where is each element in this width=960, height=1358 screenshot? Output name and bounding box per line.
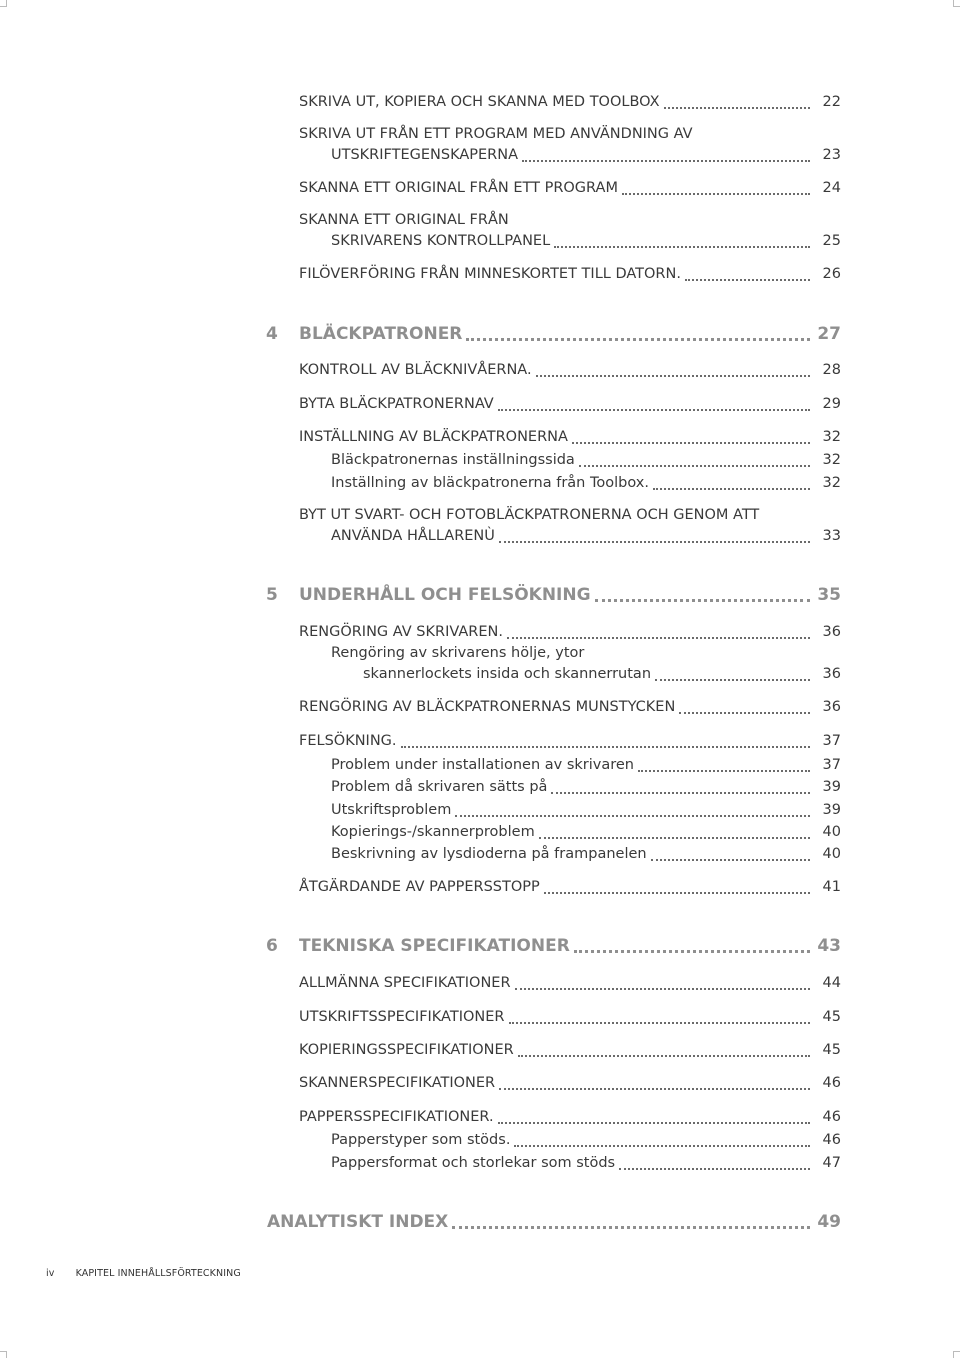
toc-entry-row[interactable] <box>0 390 960 414</box>
page-number-ref: 23 <box>822 147 841 163</box>
page-number-ref: 32 <box>822 452 841 468</box>
chapter-number: 4 <box>266 324 278 344</box>
toc-entry-first-line: SKRIVA UT FRÅN ETT PROGRAM MED ANVÄNDNING AV <box>299 126 693 142</box>
toc-entry-title: INSTÄLLNING AV BLÄCKPATRONERNA <box>299 429 568 445</box>
toc-entry-title: Problem under installationen av skrivaren <box>331 757 634 773</box>
dot-leader <box>455 815 810 817</box>
page-number: iv <box>46 1268 55 1279</box>
dot-leader <box>572 442 810 444</box>
page-number-ref: 49 <box>817 1212 841 1232</box>
toc-entry-row[interactable] <box>0 618 960 642</box>
toc-entry-title: FELSÖKNING. <box>299 733 397 749</box>
page-number-ref: 36 <box>822 666 841 682</box>
dot-leader <box>536 375 810 377</box>
dot-leader <box>452 1226 810 1229</box>
page-footer <box>46 1268 241 1279</box>
page-number-ref: 40 <box>822 846 841 862</box>
chapter-title: UNDERHÅLL OCH FELSÖKNING <box>299 585 591 605</box>
toc-entry-row[interactable] <box>0 773 960 797</box>
dot-leader <box>518 1055 810 1057</box>
toc-entry-row[interactable] <box>0 751 960 775</box>
page-number-ref: 32 <box>822 475 841 491</box>
toc-chapter-row[interactable] <box>0 582 960 606</box>
toc-entry-row[interactable] <box>0 1103 960 1127</box>
page-number-ref: 47 <box>822 1155 841 1171</box>
page-number-ref: 46 <box>822 1109 841 1125</box>
toc-entry-title: Inställning av bläckpatronerna från Toolbox. <box>331 475 649 491</box>
toc-entry-title: UTSKRIFTSSPECIFIKATIONER <box>299 1009 505 1025</box>
toc-entry-title: Papperstyper som stöds. <box>331 1132 511 1148</box>
crop-mark-bottom-right <box>953 1351 960 1358</box>
toc-entry-title: Utskriftsproblem <box>331 802 452 818</box>
page-number-ref: 46 <box>822 1075 841 1091</box>
page-number-ref: 32 <box>822 429 841 445</box>
page-number-ref: 22 <box>822 94 841 110</box>
toc-entry-title: Bläckpatronernas inställningssida <box>331 452 575 468</box>
toc-entry-title: Pappersformat och storlekar som stöds <box>331 1155 616 1171</box>
toc-entry-row[interactable] <box>0 141 960 165</box>
dot-leader <box>622 193 810 195</box>
toc-entry-title: skannerlockets insida och skannerrutan <box>363 666 652 682</box>
dot-leader <box>514 1145 810 1147</box>
dot-leader <box>401 746 810 748</box>
dot-leader <box>515 988 810 990</box>
dot-leader <box>653 488 810 490</box>
toc-entry-title: BYTA BLÄCKPATRONERNAV <box>299 396 494 412</box>
toc-entry-row[interactable] <box>0 840 960 864</box>
toc-entry-row[interactable] <box>0 1126 960 1150</box>
toc-entry-title: SKANNERSPECIFIKATIONER <box>299 1075 496 1091</box>
dot-leader <box>498 409 810 411</box>
page-number-ref: 44 <box>822 975 841 991</box>
page-number-ref: 24 <box>822 180 841 196</box>
dot-leader <box>574 950 810 953</box>
toc-entry-row[interactable] <box>0 469 960 493</box>
toc-entry-row[interactable] <box>0 356 960 380</box>
page-number-ref: 36 <box>822 624 841 640</box>
page-number-ref: 39 <box>822 779 841 795</box>
toc-entry-row[interactable] <box>0 446 960 470</box>
toc-entry-row[interactable] <box>0 1069 960 1093</box>
dot-leader <box>685 279 810 281</box>
dot-leader <box>507 637 810 639</box>
dot-leader <box>651 859 810 861</box>
toc-entry-row[interactable] <box>0 174 960 198</box>
chapter-number: 5 <box>266 585 278 605</box>
toc-entry-row[interactable] <box>0 1036 960 1060</box>
toc-entry-title: ALLMÄNNA SPECIFIKATIONER <box>299 975 511 991</box>
dot-leader <box>595 599 810 602</box>
toc-entry-row[interactable] <box>0 727 960 751</box>
chapter-title: ANALYTISKT INDEX <box>267 1212 449 1232</box>
dot-leader <box>544 892 810 894</box>
page-number-ref: 25 <box>822 233 841 249</box>
toc-entry-first-line: BYT UT SVART- OCH FOTOBLÄCKPATRONERNA OCH GENOM ATT <box>299 507 760 523</box>
toc-entry-row[interactable] <box>0 969 960 993</box>
toc-entry-title: FILÖVERFÖRING FRÅN MINNESKORTET TILL DATORN. <box>299 266 681 282</box>
page-number-ref: 27 <box>817 324 841 344</box>
toc-entry-row[interactable] <box>0 796 960 820</box>
toc-entry-title: PAPPERSSPECIFIKATIONER. <box>299 1109 494 1125</box>
page-number-ref: 37 <box>822 733 841 749</box>
toc-entry-title: Beskrivning av lysdioderna på frampanelen <box>331 846 647 862</box>
chapter-number: 6 <box>266 936 278 956</box>
page-number-ref: 37 <box>822 757 841 773</box>
dot-leader <box>655 679 810 681</box>
dot-leader <box>466 338 810 341</box>
page-number-ref: 46 <box>822 1132 841 1148</box>
toc-entry-row[interactable] <box>0 260 960 284</box>
dot-leader <box>539 837 810 839</box>
chapter-title: TEKNISKA SPECIFIKATIONER <box>299 936 570 956</box>
dot-leader <box>522 160 810 162</box>
toc-chapter-row[interactable] <box>0 321 960 345</box>
toc-entry-title: RENGÖRING AV SKRIVAREN. <box>299 624 503 640</box>
chapter-title: BLÄCKPATRONER <box>299 324 463 344</box>
toc-entry-row[interactable] <box>0 873 960 897</box>
dot-leader <box>638 770 810 772</box>
page-number-ref: 45 <box>822 1009 841 1025</box>
toc-entry-title: Problem då skrivaren sätts på <box>331 779 548 795</box>
toc-entry-row[interactable] <box>0 423 960 447</box>
page-number-ref: 36 <box>822 699 841 715</box>
toc-entry-row[interactable] <box>0 88 960 112</box>
toc-entry-title: RENGÖRING AV BLÄCKPATRONERNAS MUNSTYCKEN <box>299 699 676 715</box>
toc-entry-title: ÅTGÄRDANDE AV PAPPERSSTOPP <box>299 879 540 895</box>
crop-mark-bottom-left <box>0 1351 7 1358</box>
toc-entry-row[interactable] <box>0 227 960 251</box>
dot-leader <box>579 465 810 467</box>
toc-entry-title: ANVÄNDA HÅLLARENÙ <box>331 528 495 544</box>
toc-entry-title: SKRIVA UT, KOPIERA OCH SKANNA MED TOOLBOX <box>299 94 660 110</box>
page-number-ref: 29 <box>822 396 841 412</box>
dot-leader <box>664 107 810 109</box>
page-number-ref: 39 <box>822 802 841 818</box>
dot-leader <box>619 1168 810 1170</box>
dot-leader <box>554 246 810 248</box>
toc-entry-first-line: Rengöring av skrivarens hölje, ytor <box>331 645 585 661</box>
toc-chapter-row[interactable] <box>0 933 960 957</box>
page-number-ref: 45 <box>822 1042 841 1058</box>
page-number-ref: 33 <box>822 528 841 544</box>
toc-entry-row[interactable] <box>0 1003 960 1027</box>
footer-section-title: KAPITEL INNEHÅLLSFÖRTECKNING <box>75 1268 241 1279</box>
page-number-ref: 40 <box>822 824 841 840</box>
dot-leader <box>499 541 810 543</box>
dot-leader <box>551 792 810 794</box>
dot-leader <box>498 1122 810 1124</box>
dot-leader <box>499 1088 810 1090</box>
page-number-ref: 28 <box>822 362 841 378</box>
toc-entry-row[interactable] <box>0 522 960 546</box>
page-number-ref: 26 <box>822 266 841 282</box>
toc-entry-title: SKRIVARENS KONTROLLPANEL <box>331 233 551 249</box>
toc-entry-row[interactable] <box>0 818 960 842</box>
page-number-ref: 41 <box>822 879 841 895</box>
page-number-ref: 43 <box>817 936 841 956</box>
dot-leader <box>509 1022 811 1024</box>
toc-entry-row[interactable] <box>0 1149 960 1173</box>
toc-entry-first-line: SKANNA ETT ORIGINAL FRÅN <box>299 212 509 228</box>
toc-entry-row[interactable] <box>0 660 960 684</box>
toc-entry-title: KONTROLL AV BLÄCKNIVÅERNA. <box>299 362 532 378</box>
dot-leader <box>679 712 810 714</box>
toc-entry-title: KOPIERINGSSPECIFIKATIONER <box>299 1042 514 1058</box>
page-number-ref: 35 <box>817 585 841 605</box>
toc-entry-row[interactable] <box>0 693 960 717</box>
toc-entry-title: Kopierings-/skannerproblem <box>331 824 535 840</box>
toc-entry-title: SKANNA ETT ORIGINAL FRÅN ETT PROGRAM <box>299 180 618 196</box>
toc-entry-title: UTSKRIFTEGENSKAPERNA <box>331 147 519 163</box>
toc-chapter-row[interactable] <box>0 1209 960 1233</box>
